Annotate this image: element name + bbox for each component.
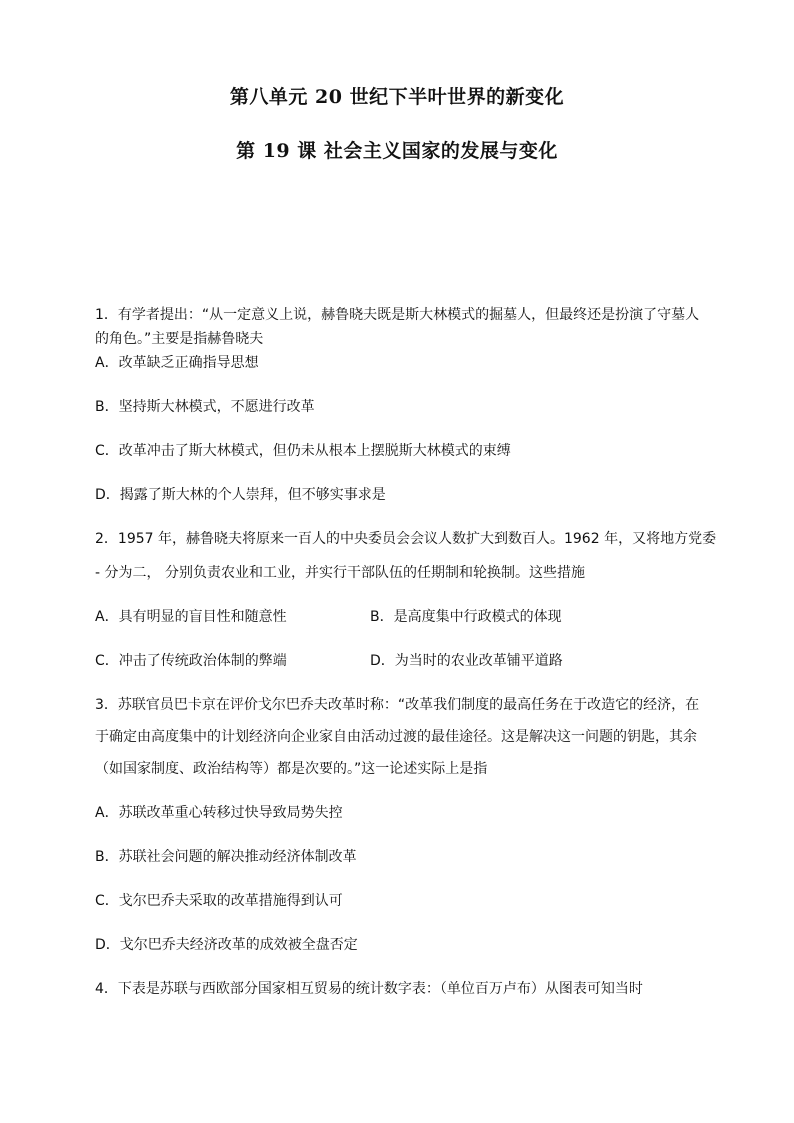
question-3-stem-line-2: 于确定由高度集中的计划经济向企业家自由活动过渡的最佳途径。这是解决这一问题的钥匙，其余 xyxy=(95,729,697,745)
question-3-option-c: C．戈尔巴乔夫采取的改革措施得到认可 xyxy=(95,893,343,909)
question-1-option-d: D．揭露了斯大林的个人崇拜，但不够实事求是 xyxy=(95,487,386,503)
question-3-option-b: B．苏联社会问题的解决推动经济体制改革 xyxy=(95,849,357,865)
question-1-option-b: B．坚持斯大林模式，不愿进行改革 xyxy=(95,399,315,415)
question-2-option-b: B．是高度集中行政模式的体现 xyxy=(370,609,562,625)
question-1-option-a: A．改革缺乏正确指导思想 xyxy=(95,355,259,371)
question-3-stem-line-3: （如国家制度、政治结构等）都是次要的。”这一论述实际上是指 xyxy=(95,761,488,777)
question-4-stem-line-1: 4．下表是苏联与西欧部分国家相互贸易的统计数字表：（单位百万卢布）从图表可知当时 xyxy=(95,981,643,997)
question-2-stem-line-2: - 分为二， 分别负责农业和工业，并实行干部队伍的任期制和轮换制。这些措施 xyxy=(95,565,585,581)
unit-title: 第八单元 20 世纪下半叶世界的新变化 xyxy=(229,86,565,108)
question-1-stem-line-1: 1．有学者提出：“从一定意义上说，赫鲁晓夫既是斯大林模式的掘墓人，但最终还是扮演了守墓人 xyxy=(95,307,700,323)
question-2-option-c: C．冲击了传统政治体制的弊端 xyxy=(95,653,287,669)
question-2-option-a: A．具有明显的盲目性和随意性 xyxy=(95,609,287,625)
question-3-option-a: A．苏联改革重心转移过快导致局势失控 xyxy=(95,805,343,821)
question-3-stem-line-1: 3．苏联官员巴卡京在评价戈尔巴乔夫改革时称：“改革我们制度的最高任务在于改造它的经济，在 xyxy=(95,697,700,713)
question-2-stem-line-1: 2．1957 年，赫鲁晓夫将原来一百人的中央委员会会议人数扩大到数百人。1962 年，又将地方党委 xyxy=(95,531,717,547)
question-2-option-d: D．为当时的农业改革铺平道路 xyxy=(370,653,563,669)
question-3-option-d: D．戈尔巴乔夫经济改革的成效被全盘否定 xyxy=(95,937,358,953)
lesson-title: 第 19 课 社会主义国家的发展与变化 xyxy=(236,140,558,162)
question-1-stem-line-2: 的角色。”主要是指赫鲁晓夫 xyxy=(95,331,264,347)
question-1-option-c: C．改革冲击了斯大林模式，但仍未从根本上摆脱斯大林模式的束缚 xyxy=(95,443,511,459)
